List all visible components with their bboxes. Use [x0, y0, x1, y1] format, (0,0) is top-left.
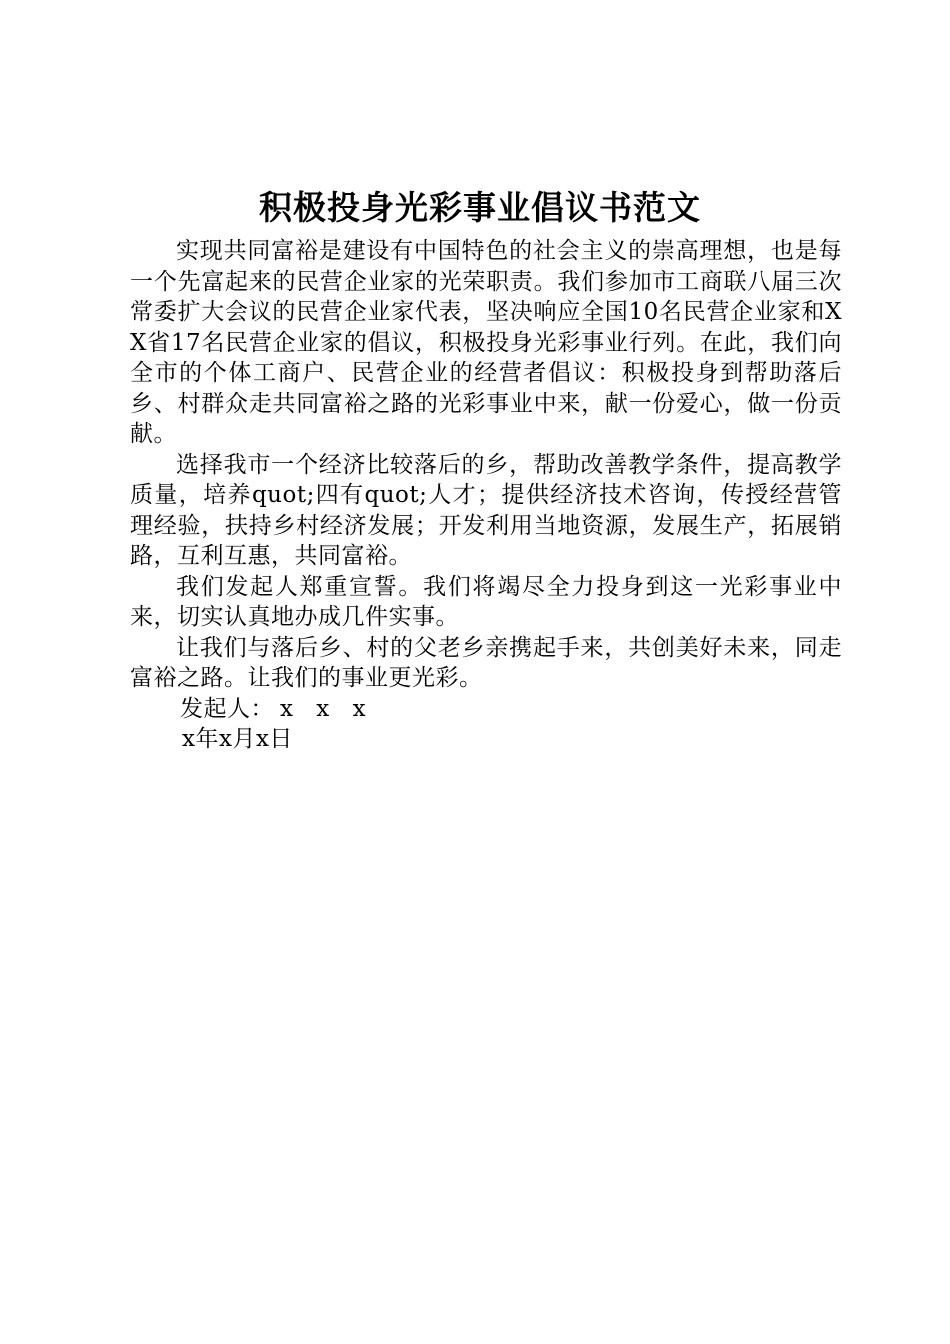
signature-line — [130, 694, 842, 725]
signature-label: 发起人： — [180, 695, 274, 722]
paragraph-3: 我们发起人郑重宣誓。我们将竭尽全力投身到这一光彩事业中来，切实认真地办成几件实事。 — [130, 573, 842, 630]
paragraph-4: 让我们与落后乡、村的父老乡亲携起手来，共创美好未来，同走富裕之路。让我们的事业更光彩。 — [130, 634, 842, 691]
date-line: x年x月x日 — [182, 726, 293, 752]
document-body — [130, 236, 842, 755]
paragraph-2: 选择我市一个经济比较落后的乡，帮助改善教学条件，提高教学质量，培养quot;四有quot;人才；提供经济技术咨询，传授经营管理经验，扶持乡村经济发展；开发利用当地资源，发展生产，拓展销路，互利互惠，共同富裕。 — [130, 451, 842, 569]
paragraph-1: 实现共同富裕是建设有中国特色的社会主义的崇高理想，也是每一个先富起来的民营企业家的光荣职责。我们参加市工商联八届三次常委扩大会议的民营企业家代表，坚决响应全国10名民营企业家和XX省17名民营企业家的倡议，积极投身光彩事业行列。在此，我们向全市的个体工商户、民营企业的经营者倡议：积极投身到帮助落后乡、村群众走共同富裕之路的光彩事业中来，献一份爱心，做一份贡献。 — [130, 238, 842, 447]
signature-value: x x x — [280, 695, 374, 722]
document-title: 积极投身光彩事业倡议书范文 — [259, 188, 701, 227]
